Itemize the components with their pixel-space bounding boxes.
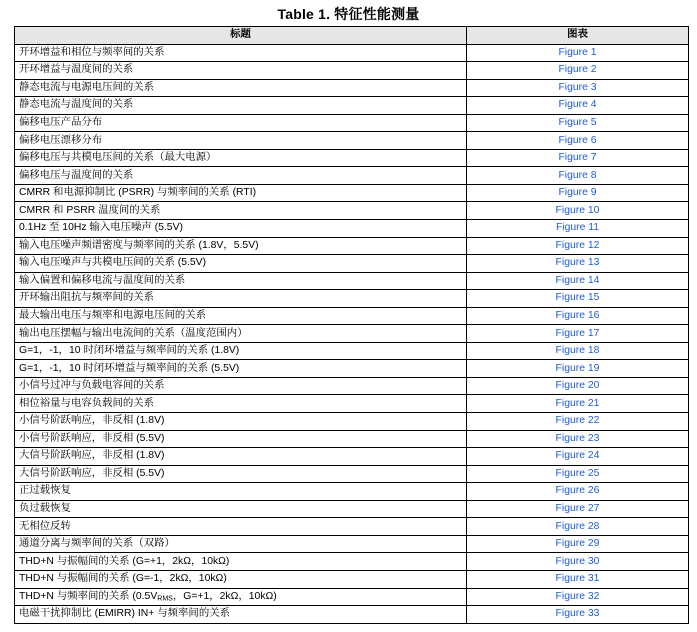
table-row [15, 79, 689, 97]
row-title: 开环增益与温度间的关系 [15, 62, 467, 80]
table-row [15, 290, 689, 308]
table-row [15, 307, 689, 325]
row-title: 小信号阶跃响应，非反相 (1.8V) [15, 413, 467, 431]
figure-link[interactable]: Figure 22 [555, 415, 600, 427]
figure-link[interactable]: Figure 18 [555, 345, 600, 357]
table-row [15, 325, 689, 343]
row-title: 输出电压摆幅与输出电流间的关系（温度范围内） [15, 325, 467, 343]
row-title: 开环增益和相位与频率间的关系 [15, 44, 467, 62]
row-title: 输入电压噪声与共模电压间的关系 (5.5V) [15, 255, 467, 273]
row-title: 开环输出阻抗与频率间的关系 [15, 290, 467, 308]
row-title: 静态电流与电源电压间的关系 [15, 79, 467, 97]
table-row [15, 255, 689, 273]
row-title: 通道分离与频率间的关系（双路） [15, 535, 467, 553]
table-header-row [15, 27, 689, 45]
row-title: 相位裕量与电容负载间的关系 [15, 395, 467, 413]
figure-link[interactable]: Figure 2 [558, 64, 597, 76]
row-title: 0.1Hz 至 10Hz 输入电压噪声 (5.5V) [15, 220, 467, 238]
figure-link[interactable]: Figure 21 [555, 397, 600, 409]
table-row [15, 413, 689, 431]
row-title-pre: THD+N 与频率间的关系 (0.5V [19, 590, 158, 602]
table-row [15, 272, 689, 290]
row-title: 小信号过冲与负载电容间的关系 [15, 377, 467, 395]
table-row [15, 535, 689, 553]
table-row [15, 395, 689, 413]
row-title: THD+N 与振幅间的关系 (G=-1，2kΩ，10kΩ) [15, 570, 467, 588]
row-title: G=1，-1，10 时闭环增益与频率间的关系 (1.8V) [15, 342, 467, 360]
figure-link[interactable]: Figure 28 [555, 520, 600, 532]
row-title [15, 588, 467, 606]
table-row [15, 114, 689, 132]
table-row [15, 62, 689, 80]
row-title: 偏移电压产品分布 [15, 114, 467, 132]
header-figure: 图表 [467, 27, 689, 45]
row-title: 偏移电压与共模电压间的关系（最大电源） [15, 149, 467, 167]
table-row [15, 360, 689, 378]
figure-link[interactable]: Figure 5 [558, 117, 597, 128]
row-title: 最大输出电压与频率和电源电压间的关系 [15, 307, 467, 325]
figure-link[interactable]: Figure 29 [555, 538, 600, 550]
row-title: CMRR 和电源抑制比 (PSRR) 与频率间的关系 (RTI) [15, 184, 467, 202]
table-row [15, 132, 689, 150]
figure-link[interactable]: Figure 11 [555, 222, 600, 234]
table-row [15, 97, 689, 115]
row-title: 电磁干扰抑制比 (EMIRR) IN+ 与频率间的关系 [15, 606, 467, 624]
table-row [15, 149, 689, 167]
figure-link[interactable]: Figure 31 [555, 573, 600, 585]
table-row [15, 465, 689, 483]
figure-link[interactable]: Figure 20 [555, 380, 600, 392]
table-row [15, 430, 689, 448]
table-row [15, 570, 689, 588]
row-title-post: ，G=+1，2kΩ，10kΩ) [172, 590, 277, 602]
table-row [15, 237, 689, 255]
table-row [15, 202, 689, 220]
figure-link[interactable]: Figure 1 [558, 46, 597, 58]
rms-subscript: RMS [157, 595, 173, 603]
figure-link[interactable]: Figure 23 [555, 432, 600, 444]
row-title: 偏移电压与温度间的关系 [15, 167, 467, 185]
row-title: 偏移电压漂移分布 [15, 132, 467, 150]
figure-link[interactable]: Figure 32 [555, 590, 600, 602]
table-row [15, 588, 689, 606]
figure-link[interactable]: Figure 24 [555, 450, 600, 462]
row-title: 大信号阶跃响应，非反相 (1.8V) [15, 448, 467, 466]
row-title: 小信号阶跃响应，非反相 (5.5V) [15, 430, 467, 448]
row-title: 输入偏置和偏移电流与温度间的关系 [15, 272, 467, 290]
table-row [15, 500, 689, 518]
figure-link[interactable]: Figure 16 [555, 310, 600, 322]
figure-link[interactable]: Figure 7 [558, 152, 597, 164]
figure-link[interactable]: Figure 9 [558, 187, 597, 199]
table-row [15, 184, 689, 202]
figure-link[interactable]: Figure 4 [558, 99, 597, 111]
table-row [15, 448, 689, 466]
row-title: THD+N 与振幅间的关系 (G=+1，2kΩ，10kΩ) [15, 553, 467, 571]
table-row [15, 167, 689, 185]
table-row [15, 483, 689, 501]
characteristic-performance-table [14, 26, 689, 624]
header-title: 标题 [15, 27, 467, 45]
row-title: 正过载恢复 [15, 483, 467, 501]
figure-link[interactable]: Figure 10 [555, 204, 600, 216]
table-caption: Table 1. 特征性能测量 [277, 6, 420, 22]
table-row [15, 342, 689, 360]
figure-link[interactable]: Figure 15 [555, 292, 600, 304]
row-title: CMRR 和 PSRR 温度间的关系 [15, 202, 467, 220]
table-row [15, 606, 689, 624]
figure-link[interactable]: Figure 3 [558, 81, 597, 93]
figure-link[interactable]: Figure 6 [558, 134, 597, 146]
table-row [15, 553, 689, 571]
table-row [15, 377, 689, 395]
row-title: 输入电压噪声频谱密度与频率间的关系 (1.8V，5.5V) [15, 237, 467, 255]
figure-link[interactable]: Figure 14 [555, 274, 600, 286]
figure-link[interactable]: Figure 13 [555, 257, 600, 269]
table-row [15, 44, 689, 62]
figure-link[interactable]: Figure 30 [555, 555, 600, 567]
figure-link[interactable]: Figure 27 [555, 503, 600, 515]
row-title: 大信号阶跃响应，非反相 (5.5V) [15, 465, 467, 483]
figure-link[interactable]: Figure 19 [555, 362, 600, 374]
figure-link[interactable]: Figure 33 [555, 608, 600, 620]
figure-link[interactable]: Figure 25 [555, 467, 600, 479]
row-title: G=1，-1，10 时闭环增益与频率间的关系 (5.5V) [15, 360, 467, 378]
figure-link[interactable]: Figure 12 [555, 239, 600, 251]
row-title: 负过载恢复 [15, 500, 467, 518]
row-title: 静态电流与温度间的关系 [15, 97, 467, 115]
figure-link[interactable]: Figure 8 [558, 169, 597, 181]
figure-link[interactable]: Figure 26 [555, 485, 600, 497]
table-row [15, 518, 689, 536]
figure-link[interactable]: Figure 17 [555, 327, 600, 339]
table-row [15, 220, 689, 238]
row-title: 无相位反转 [15, 518, 467, 536]
